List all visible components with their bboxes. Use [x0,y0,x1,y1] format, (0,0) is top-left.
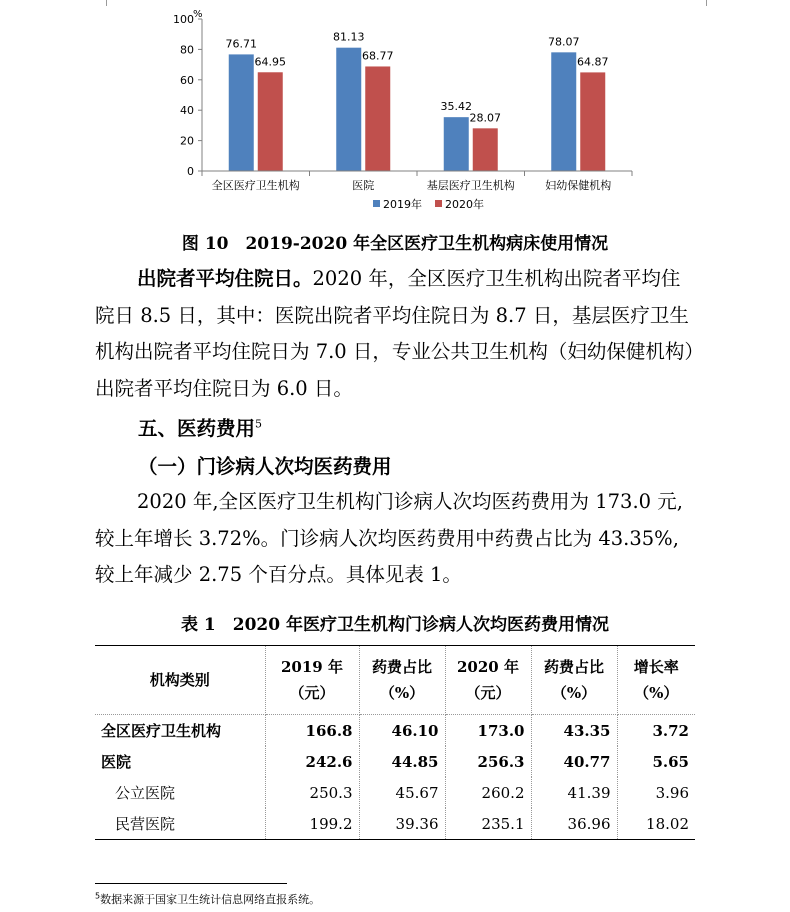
row-name: 全区医疗卫生机构 [95,715,265,747]
header-category: 机构类别 [95,646,265,715]
cell: 39.36 [359,808,445,840]
bar [551,52,576,171]
row-name: 民营医院 [95,808,265,840]
legend-label: 2019年 [383,198,422,211]
bar [473,128,498,171]
bar [365,66,390,171]
legend-swatch [373,200,380,207]
category-label: 全区医疗卫生机构 [211,179,300,192]
bar-value-label: 64.87 [577,55,609,69]
subsection-heading: （一）门诊病人次均医药费用 [138,455,392,478]
cell: 46.10 [359,715,445,747]
cell: 199.2 [265,808,359,840]
footnote-mark: 5 [95,891,101,901]
cell: 235.1 [445,808,531,840]
y-tick-label: 60 [180,73,194,87]
category-label: 基层医疗卫生机构 [426,179,515,192]
cell: 166.8 [265,715,359,747]
bar [444,117,469,171]
paragraph-avg-stay [95,261,695,407]
y-tick-label: 20 [180,134,194,148]
bar-value-label: 35.42 [440,100,472,114]
category-label: 医院 [352,179,375,192]
bar [258,72,283,171]
page-corner-mark-right [706,0,719,6]
cell: 43.35 [531,715,617,747]
header-drug-share-2020: 药费占比 （%） [531,646,617,715]
paragraph-body: 2020 年,全区医疗卫生机构门诊病人次均医药费用为 173.0 元,较上年增长 3.72%。门诊病人次均医药费用中药费占比为 43.35%,较上年减少 2.75 个百分点。具体见表 1。 [95,490,683,586]
header-growth-rate: 增长率 （%） [617,646,695,715]
y-tick-label: 40 [180,104,194,118]
footnote-ref: 5 [255,417,263,431]
bar-value-label: 81.13 [333,30,365,44]
table-row [95,808,695,840]
cell: 41.39 [531,777,617,808]
table-row [95,746,695,777]
cell: 5.65 [652,752,689,771]
footnote-rule [95,883,287,884]
bar [229,54,254,171]
header-drug-share-2019: 药费占比 （%） [359,646,445,715]
row-name: 医院 [95,746,265,777]
bed-usage-bar-chart [170,0,640,220]
paragraph-body: 2020 年，全区医疗卫生机构出院者平均住院日 8.5 日，其中：医院出院者平均住院日为 8.7 日，基层医疗卫生机构出院者平均住院日为 7.0 日，专业公共卫生机构（妇幼保健机构）出院者平均住院日为 6.0 日。 [95,267,695,400]
footnote [95,891,320,907]
bar-value-label: 64.95 [254,55,286,69]
y-tick-label: 100 [173,13,194,26]
cell: 36.96 [531,808,617,840]
y-tick-label: 0 [187,165,194,178]
cell: 242.6 [265,746,359,777]
bar-value-label: 68.77 [362,49,394,63]
y-tick-label: 80 [180,43,194,57]
cell: 40.77 [531,746,617,777]
section-heading-medical-costs [138,413,262,441]
table-caption: 表 1 2020 年医疗卫生机构门诊病人次均医药费用情况 [181,615,609,635]
footnote-text: 数据来源于国家卫生统计信息网络直报系统。 [100,893,321,906]
cell: 45.67 [359,777,445,808]
cell: 3.72 [652,721,689,740]
bar-value-label: 78.07 [548,35,580,49]
cell: 18.02 [646,814,689,833]
bar [580,72,605,171]
page-corner-mark-left [94,0,107,6]
table-row [95,715,695,747]
bar-value-label: 28.07 [469,111,501,125]
table-row [95,777,695,808]
cell: 260.2 [445,777,531,808]
paragraph-outpatient-cost [95,484,695,594]
cell: 3.96 [655,783,689,802]
figure-caption: 图 10 2019-2020 年全区医疗卫生机构病床使用情况 [181,234,609,254]
cell: 256.3 [445,746,531,777]
cell: 173.0 [445,715,531,747]
cell: 44.85 [359,746,445,777]
cell: 250.3 [265,777,359,808]
bar [336,48,361,171]
table-header-row [95,646,695,715]
section-heading-text: 五、医药费用 [138,417,256,440]
bar-value-label: 76.71 [225,37,257,51]
row-name: 公立医院 [95,777,265,808]
header-2019: 2019 年 （元） [265,646,359,715]
paragraph-lead: 出院者平均住院日。 [137,267,313,290]
legend-label: 2020年 [445,198,484,211]
y-unit-label: % [193,9,203,20]
legend-swatch [435,200,442,207]
outpatient-cost-table [95,645,695,840]
category-label: 妇幼保健机构 [545,179,612,192]
header-2020: 2020 年 （元） [445,646,531,715]
